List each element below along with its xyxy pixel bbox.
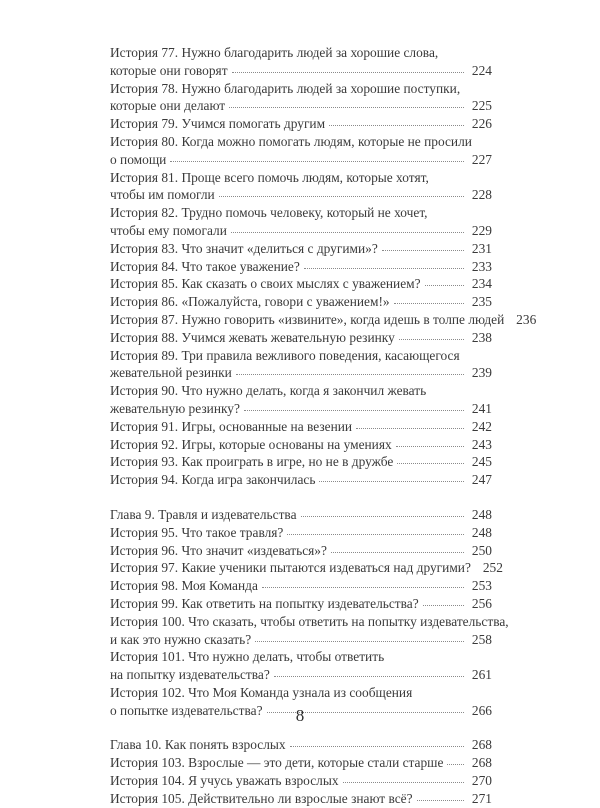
toc-entry-text: История 104. Я учусь уважать взрослых (110, 773, 339, 789)
toc-entry-line (110, 258, 492, 276)
toc-entry-text: История 85. Как сказать о своих мыслях с уважением? (110, 276, 421, 292)
toc-entry-line (110, 97, 492, 115)
toc-entry[interactable] (110, 44, 492, 80)
toc-entry-text: История 82. Трудно помочь человеку, который не хочет, (110, 205, 428, 221)
table-of-contents (110, 44, 537, 808)
toc-page-number: 256 (471, 595, 492, 611)
toc-entry-text: которые они делают (110, 98, 226, 114)
toc-page-number: 242 (471, 418, 492, 434)
toc-entry-text: Глава 9. Травля и издевательства (110, 506, 297, 522)
toc-entry-text: История 102. Что Моя Команда узнала из сообщения (110, 684, 413, 700)
dot-leader (356, 418, 464, 429)
toc-page-number: 250 (471, 542, 492, 558)
toc-entry-line (110, 62, 492, 80)
dot-leader (343, 772, 464, 783)
toc-entry-text: Глава 10. Как понять взрослых (110, 737, 286, 753)
toc-entry[interactable] (110, 577, 492, 595)
toc-entry[interactable] (110, 347, 492, 383)
toc-entry[interactable] (110, 169, 492, 205)
toc-entry-line (110, 453, 492, 471)
dot-leader (399, 329, 464, 340)
dot-leader (219, 186, 464, 197)
dot-leader (304, 258, 464, 269)
toc-entry-line (110, 204, 492, 222)
dot-leader (447, 754, 464, 765)
dot-leader (236, 364, 464, 375)
dot-leader (301, 506, 464, 517)
toc-entry-line (110, 542, 492, 560)
toc-entry-line (110, 772, 492, 790)
toc-entry-line (110, 418, 492, 436)
toc-entry[interactable] (110, 524, 492, 542)
toc-entry[interactable] (110, 204, 492, 240)
toc-entry-text: История 103. Взрослые — это дети, которые стали старше (110, 755, 444, 771)
toc-entry-text: История 101. Что нужно делать, чтобы ответить (110, 649, 385, 665)
toc-page-number: 258 (471, 631, 492, 647)
toc-entry-text: История 99. Как ответить на попытку издевательства? (110, 595, 419, 611)
toc-entry[interactable] (110, 293, 492, 311)
toc-page-number: 268 (471, 755, 492, 771)
toc-entry-line (110, 133, 492, 151)
toc-entry-text: чтобы ему помогали (110, 222, 227, 238)
dot-leader (397, 453, 464, 464)
toc-entry-line (110, 275, 492, 293)
toc-entry-line (110, 44, 492, 62)
toc-entry[interactable] (110, 790, 492, 808)
toc-entry-text: История 83. Что значит «делиться с другими»? (110, 240, 378, 256)
toc-page-number: 238 (471, 329, 492, 345)
toc-page-number: 248 (471, 524, 492, 540)
toc-page-number: 243 (471, 436, 492, 452)
dot-leader (394, 293, 464, 304)
toc-entry-text: чтобы им помогли (110, 187, 215, 203)
toc-entry-line (110, 151, 492, 169)
toc-page-number: 261 (471, 667, 492, 683)
toc-page-number: 236 (516, 311, 537, 327)
toc-entry-line (110, 613, 509, 631)
dot-leader (287, 524, 464, 535)
toc-entry-line (110, 559, 503, 577)
toc-entry-text: История 88. Учимся жевать жевательную резинку (110, 329, 395, 345)
toc-entry-text: История 87. Нужно говорить «извините», когда идешь в толпе людей (110, 311, 505, 327)
toc-entry-line (110, 736, 492, 754)
toc-entry-text: о помощи (110, 151, 167, 167)
toc-entry-line (110, 186, 492, 204)
toc-entry-line (110, 364, 492, 382)
toc-entry-line (110, 577, 492, 595)
toc-page-number: 229 (471, 222, 492, 238)
toc-entry-line (110, 347, 492, 365)
toc-entry-text: жевательной резинки (110, 365, 232, 381)
toc-page-number: 253 (471, 578, 492, 594)
dot-leader (396, 436, 464, 447)
toc-page-number: 245 (471, 454, 492, 470)
dot-leader (274, 666, 464, 677)
toc-entry-line (110, 311, 537, 329)
toc-page-number: 268 (471, 737, 492, 753)
toc-page-number: 233 (471, 258, 492, 274)
toc-entry-line (110, 754, 492, 772)
toc-entry-text: История 79. Учимся помогать другим (110, 116, 326, 132)
toc-page-number: 270 (471, 773, 492, 789)
toc-entry[interactable] (110, 559, 503, 577)
toc-page-number: 241 (471, 400, 492, 416)
toc-entry-line (110, 631, 492, 649)
toc-entry[interactable] (110, 471, 492, 489)
toc-entry[interactable] (110, 133, 492, 169)
toc-entry[interactable] (110, 506, 492, 524)
toc-entry-text: История 78. Нужно благодарить людей за хорошие поступки, (110, 80, 461, 96)
toc-entry-line (110, 80, 492, 98)
toc-entry-line (110, 400, 492, 418)
toc-entry-text: История 93. Как проиграть в игре, но не в дружбе (110, 454, 394, 470)
toc-entry[interactable] (110, 736, 492, 754)
toc-entry[interactable] (110, 382, 492, 418)
toc-entry-text: История 89. Три правила вежливого поведения, касающегося (110, 347, 460, 363)
toc-page-number: 247 (471, 472, 492, 488)
toc-entry[interactable] (110, 418, 492, 436)
toc-entry-line (110, 436, 492, 454)
page-number: 8 (295, 706, 305, 725)
toc-entry-text: История 81. Проще всего помочь людям, которые хотят, (110, 169, 429, 185)
toc-page-number: 226 (471, 116, 492, 132)
toc-entry-text: История 98. Моя Команда (110, 578, 258, 594)
toc-entry-text: История 97. Какие ученики пытаются издеваться над другими? (110, 560, 471, 576)
toc-entry[interactable] (110, 772, 492, 790)
toc-page-number: 228 (471, 187, 492, 203)
toc-entry-text: История 100. Что сказать, чтобы ответить на попытку издевательства, (110, 613, 509, 629)
toc-entry-text: История 105. Действительно ли взрослые знают всё? (110, 790, 413, 806)
dot-leader (232, 62, 464, 73)
toc-entry-line (110, 524, 492, 542)
toc-entry-text: и как это нужно сказать? (110, 631, 252, 647)
toc-entry[interactable] (110, 80, 492, 116)
toc-entry[interactable] (110, 453, 492, 471)
toc-page-number: 227 (471, 151, 492, 167)
toc-entry[interactable] (110, 754, 492, 772)
dot-leader (329, 115, 464, 126)
toc-entry-text: История 86. «Пожалуйста, говори с уважением!» (110, 294, 390, 310)
toc-entry[interactable] (110, 115, 492, 133)
dot-leader (170, 151, 464, 162)
toc-entry[interactable] (110, 275, 492, 293)
toc-entry-line (110, 169, 492, 187)
dot-leader (425, 275, 464, 286)
toc-entry[interactable] (110, 613, 509, 649)
toc-page-number: 234 (471, 276, 492, 292)
dot-leader (417, 790, 464, 801)
dot-leader (231, 222, 464, 233)
toc-entry-line (110, 506, 492, 524)
toc-entry-text: История 96. Что значит «издеваться»? (110, 542, 327, 558)
toc-entry-line (110, 222, 492, 240)
toc-entry-line (110, 595, 492, 613)
toc-page-number: 271 (471, 790, 492, 806)
toc-entry[interactable] (110, 240, 492, 258)
toc-entry-line (110, 471, 492, 489)
toc-entry-text: жевательную резинку? (110, 400, 240, 416)
toc-page-number: 266 (471, 702, 492, 718)
toc-entry-line (110, 382, 492, 400)
toc-entry-text: История 90. Что нужно делать, когда я закончил жевать (110, 383, 427, 399)
dot-leader (262, 577, 464, 588)
toc-entry-text: История 92. Игры, которые основаны на умениях (110, 436, 392, 452)
toc-entry-text: История 95. Что такое травля? (110, 524, 284, 540)
dot-leader (255, 631, 464, 642)
toc-entry[interactable] (110, 595, 492, 613)
toc-entry-text: История 77. Нужно благодарить людей за хорошие слова, (110, 45, 439, 60)
toc-entry-text: История 84. Что такое уважение? (110, 258, 300, 274)
toc-entry-text: История 94. Когда игра закончилась (110, 472, 316, 488)
toc-entry-text: на попытку издевательства? (110, 667, 270, 683)
section-gap (110, 489, 492, 506)
toc-entry-text: История 80. Когда можно помогать людям, которые не просили (110, 133, 472, 149)
dot-leader (331, 542, 464, 553)
toc-entry-line (110, 666, 492, 684)
toc-entry[interactable] (110, 436, 492, 454)
dot-leader (319, 471, 464, 482)
toc-page-number: 252 (482, 560, 503, 576)
toc-entry[interactable] (110, 258, 492, 276)
dot-leader (382, 240, 464, 251)
dot-leader (423, 595, 464, 606)
dot-leader (290, 736, 464, 747)
toc-page-number: 248 (471, 506, 492, 522)
toc-entry[interactable] (110, 329, 492, 347)
toc-page-number: 235 (471, 294, 492, 310)
toc-page-number: 231 (471, 240, 492, 256)
toc-entry-line (110, 790, 492, 808)
toc-page-number: 239 (471, 365, 492, 381)
toc-entry-line (110, 329, 492, 347)
toc-entry-text: которые они говорят (110, 62, 228, 78)
toc-entry-line (110, 240, 492, 258)
dot-leader (229, 97, 464, 108)
toc-entry-line (110, 115, 492, 133)
toc-page-number: 225 (471, 98, 492, 114)
toc-entry-text: о попытке издевательства? (110, 702, 263, 718)
toc-entry[interactable] (110, 648, 492, 684)
toc-entry-line (110, 648, 492, 666)
toc-entry-line (110, 293, 492, 311)
toc-entry-text: История 91. Игры, основанные на везении (110, 418, 353, 434)
toc-entry-line (110, 684, 492, 702)
toc-entry[interactable] (110, 311, 537, 329)
toc-page-number: 224 (471, 62, 492, 78)
dot-leader (244, 400, 464, 411)
toc-entry[interactable] (110, 542, 492, 560)
